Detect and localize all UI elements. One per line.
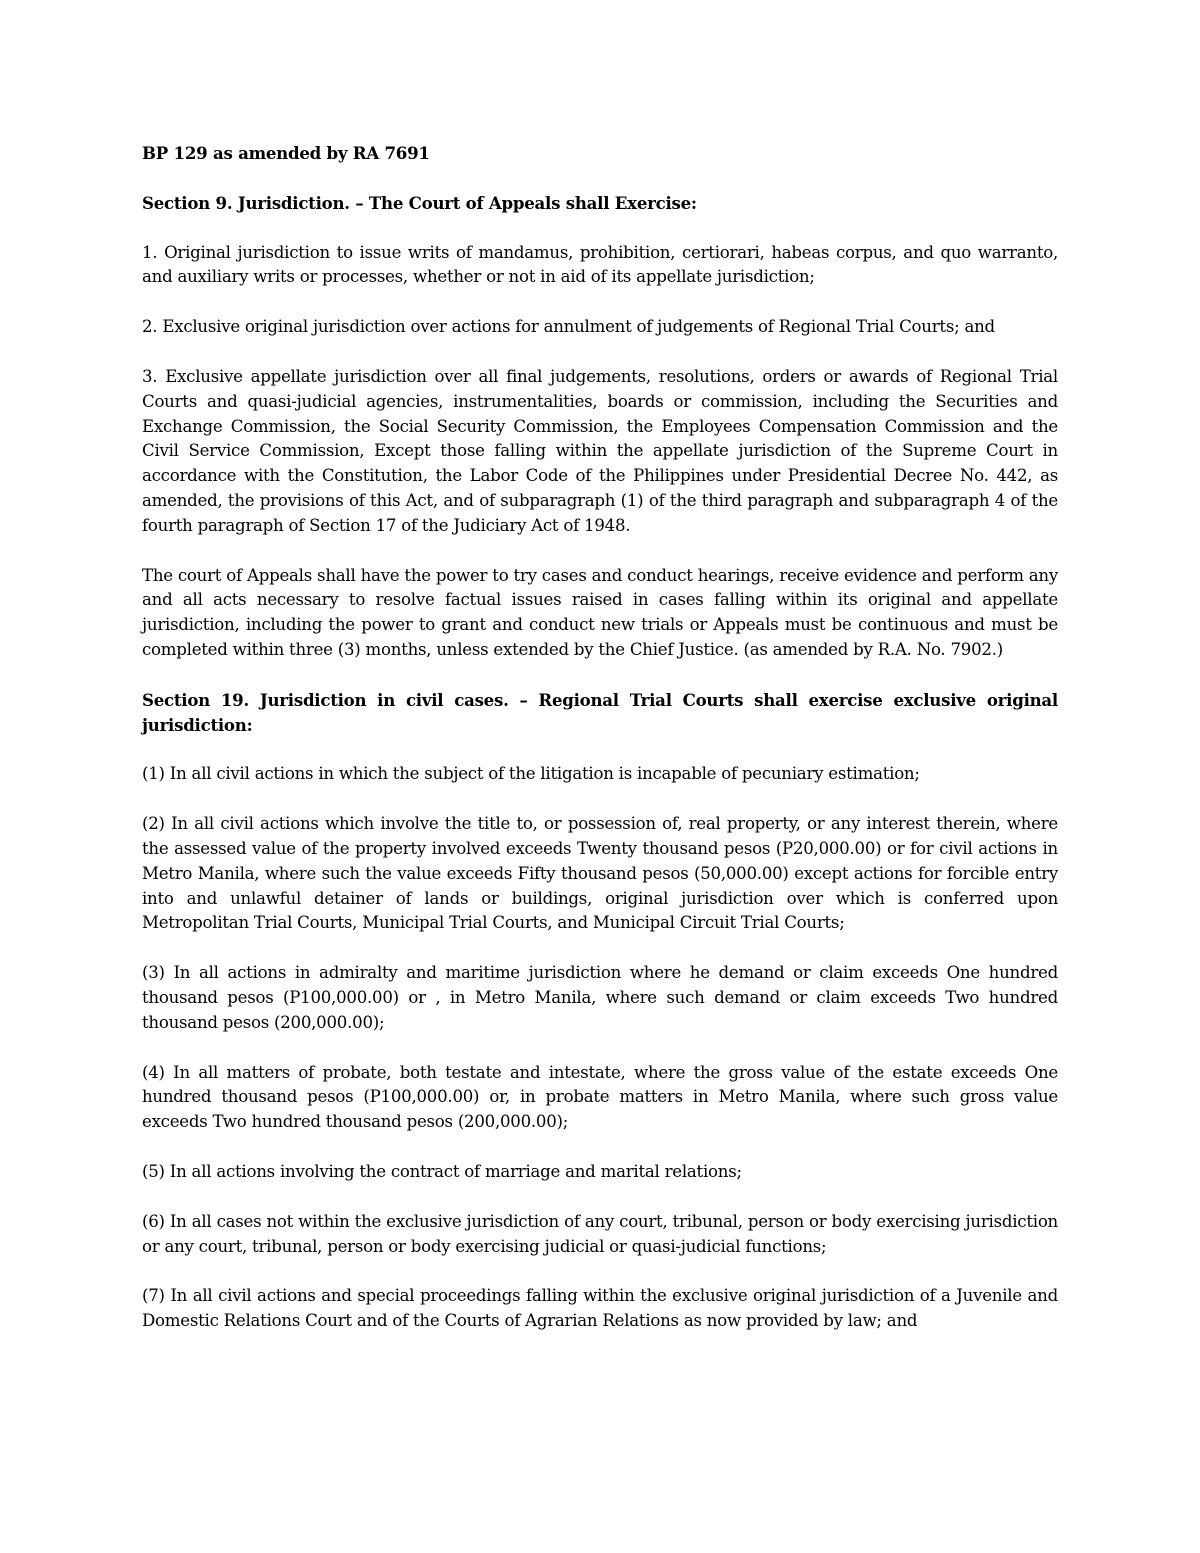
section-19-paragraph: (7) In all civil actions and special proceedings falling within the exclusive original jurisdiction of a Juvenile and Domestic Relations Court and of the Courts of Agrarian Relations as now provided by law; and <box>142 1286 1058 1331</box>
section-9-paragraph: The court of Appeals shall have the power to try cases and conduct hearings, receive evidence and perform any and all acts necessary to resolve factual issues raised in cases falling within its original and appellate jurisdiction, including the power to grant and conduct new trials or Appeals must be continuous and must be completed within three (3) months, unless extended by the Chief Justice. (as amended by R.A. No. 7902.) <box>142 565 1058 659</box>
section-19-paragraph: (6) In all cases not within the exclusive jurisdiction of any court, tribunal, person or body exercising jurisdiction or any court, tribunal, person or body exercising judicial or quasi-judicial functions; <box>142 1211 1058 1256</box>
section-19-paragraph: (1) In all civil actions in which the subject of the litigation is incapable of pecuniary estimation; <box>142 764 920 784</box>
section-19-heading: Section 19. Jurisdiction in civil cases. – Regional Trial Courts shall exercise exclusive original jurisdiction: <box>142 689 1058 735</box>
section-19-paragraph: (2) In all civil actions which involve the title to, or possession of, real property, or any interest therein, where the assessed value of the property involved exceeds Twenty thousand pesos (P20,000.00) or for civil actions in Metro Manila, where such the value exceeds Fifty thousand pesos (50,000.00) except actions for forcible entry into and unlawful detainer of lands or buildings, original jurisdiction over which is conferred upon Metropolitan Trial Courts, Municipal Trial Courts, and Municipal Circuit Trial Courts; <box>142 814 1058 933</box>
section-9-paragraph: 2. Exclusive original jurisdiction over actions for annulment of judgements of Regional Trial Courts; and <box>142 317 995 337</box>
section-19-paragraph: (4) In all matters of probate, both testate and intestate, where the gross value of the estate exceeds One hundred thousand pesos (P100,000.00) or, in probate matters in Metro Manila, where such gross value exceeds Two hundred thousand pesos (200,000.00); <box>142 1062 1058 1132</box>
section-9-paragraph: 1. Original jurisdiction to issue writs of mandamus, prohibition, certiorari, habeas corpus, and quo warranto, and auxiliary writs or processes, whether or not in aid of its appellate jurisdiction; <box>142 242 1058 287</box>
section-19-paragraph: (3) In all actions in admiralty and maritime jurisdiction where he demand or claim exceeds One hundred thousand pesos (P100,000.00) or , in Metro Manila, where such demand or claim exceeds Two hundred thousand pesos (200,000.00); <box>142 963 1058 1032</box>
section-19-paragraph: (5) In all actions involving the contract of marriage and marital relations; <box>142 1161 742 1181</box>
section-9-heading: Section 9. Jurisdiction. – The Court of Appeals shall Exercise: <box>142 192 697 213</box>
document-body <box>142 141 1058 1359</box>
document-title: BP 129 as amended by RA 7691 <box>142 143 430 163</box>
section-9-paragraph: 3. Exclusive appellate jurisdiction over all final judgements, resolutions, orders or awards of Regional Trial Courts and quasi-judicial agencies, instrumentalities, boards or commission, including the Securities and Exchange Commission, the Social Security Commission, the Employees Compensation Commission and the Civil Service Commission, Except those falling within the appellate jurisdiction of the Supreme Court in accordance with the Constitution, the Labor Code of the Philippines under Presidential Decree No. 442, as amended, the provisions of this Act, and of subparagraph (1) of the third paragraph and subparagraph 4 of the fourth paragraph of Section 17 of the Judiciary Act of 1948. <box>142 366 1058 535</box>
